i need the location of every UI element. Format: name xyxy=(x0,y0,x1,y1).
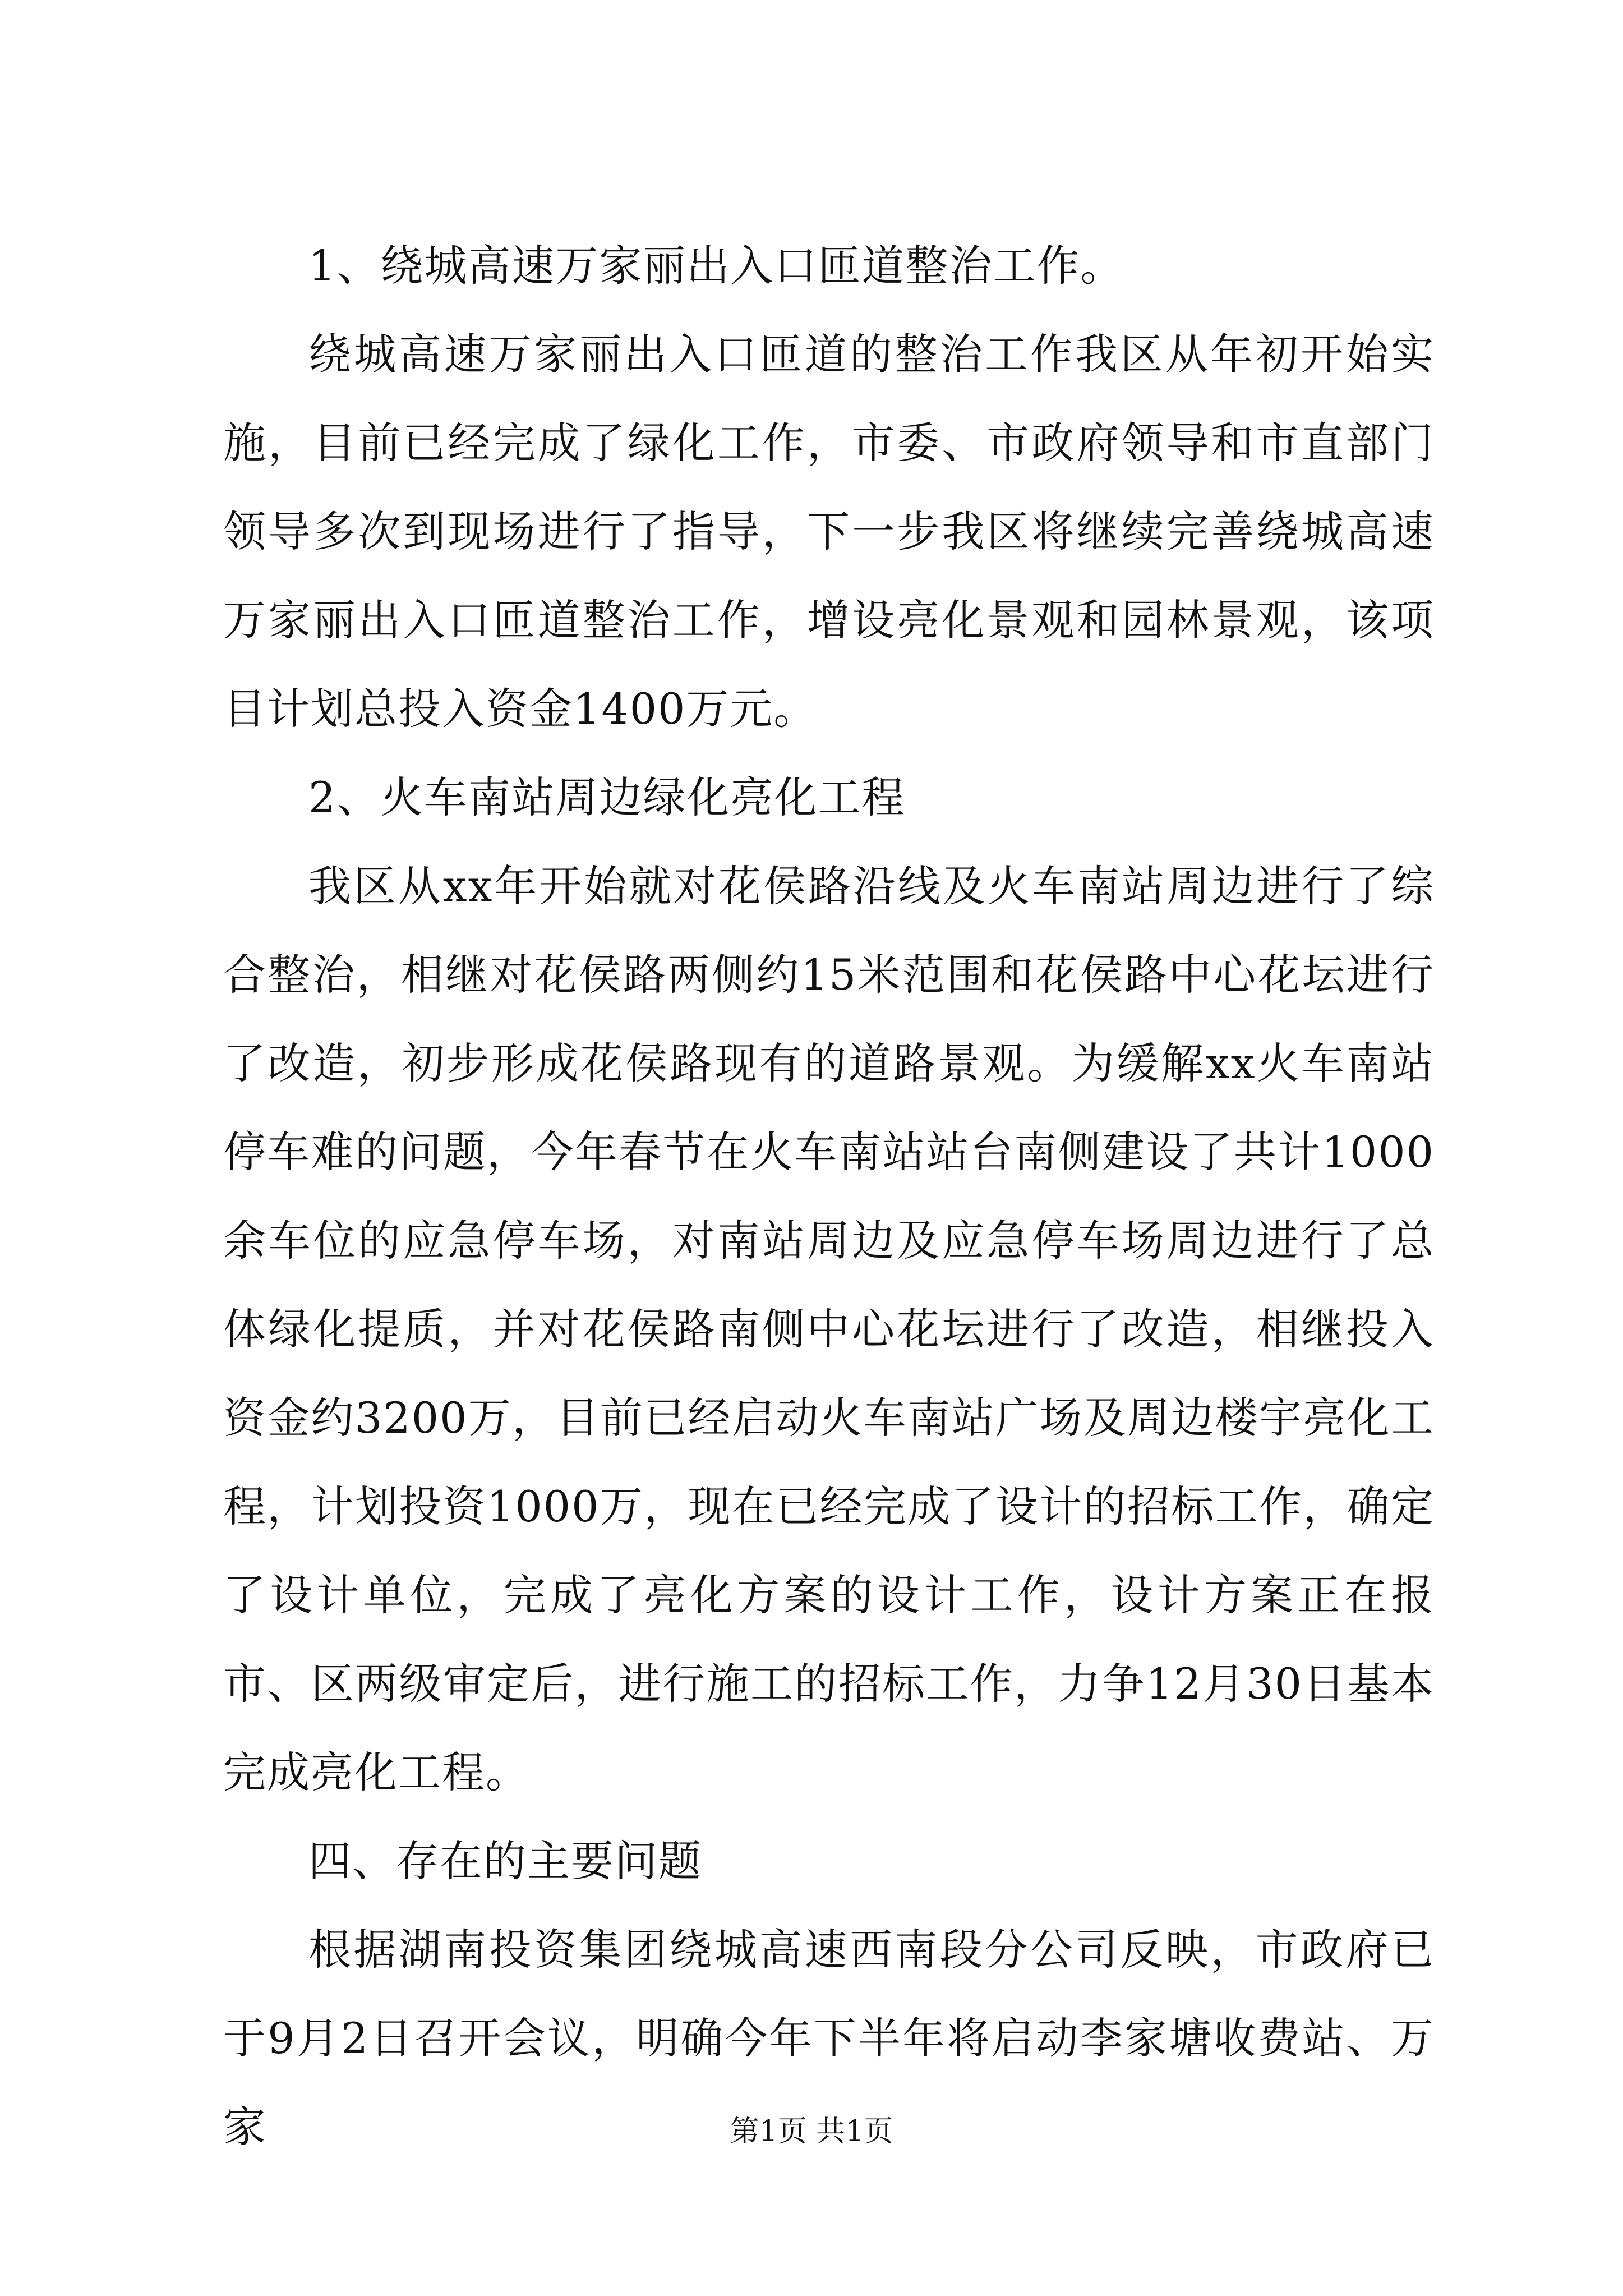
page-footer: 第1页 共1页 xyxy=(730,2115,893,2148)
paragraph-ramp-renovation: 绕城高速万家丽出入口匝道的整治工作我区从年初开始实施，目前已经完成了绿化工作，市委、市政府领导和市直部门领导多次到现场进行了指导，下一步我区将继续完善绕城高速万家丽出入口匝道整治工作，增设亮化景观和园林景观，该项目计划总投入资金1400万元。 xyxy=(223,329,1435,734)
section-heading-problems: 四、存在的主要问题 xyxy=(308,1836,702,1886)
paragraph-heading-2: 2、火车南站周边绿化亮化工程 xyxy=(308,772,906,822)
paragraph-south-station: 我区从xx年开始就对花侯路沿线及火车南站周边进行了综合整治，相继对花侯路两侧约15米范围和花侯路中心花坛进行了改造，初步形成花侯路现有的道路景观。为缓解xx火车南站停车难的问题，今年春节在火车南站站台南侧建设了共计1000余车位的应急停车场，对南站周边及应急停车场周边进行了总体绿化提质，并对花侯路南侧中心花坛进行了改造，相继投入资金约3200万，目前已经启动火车南站广场及周边楼宇亮化工程，计划投资1000万，现在已经完成了设计的招标工作，确定了设计单位，完成了亮化方案的设计工作，设计方案正在报市、区两级审定后，进行施工的招标工作，力争12月30日基本完成亮化工程。 xyxy=(223,861,1435,1797)
document-body xyxy=(223,222,1435,2171)
paragraph-heading-1: 1、绕城高速万家丽出入口匝道整治工作。 xyxy=(308,241,1124,291)
paragraph-problems: 根据湖南投资集团绕城高速西南段分公司反映，市政府已于9月2日召开会议，明确今年下半年将启动李家塘收费站、万家 xyxy=(223,1925,1435,2152)
